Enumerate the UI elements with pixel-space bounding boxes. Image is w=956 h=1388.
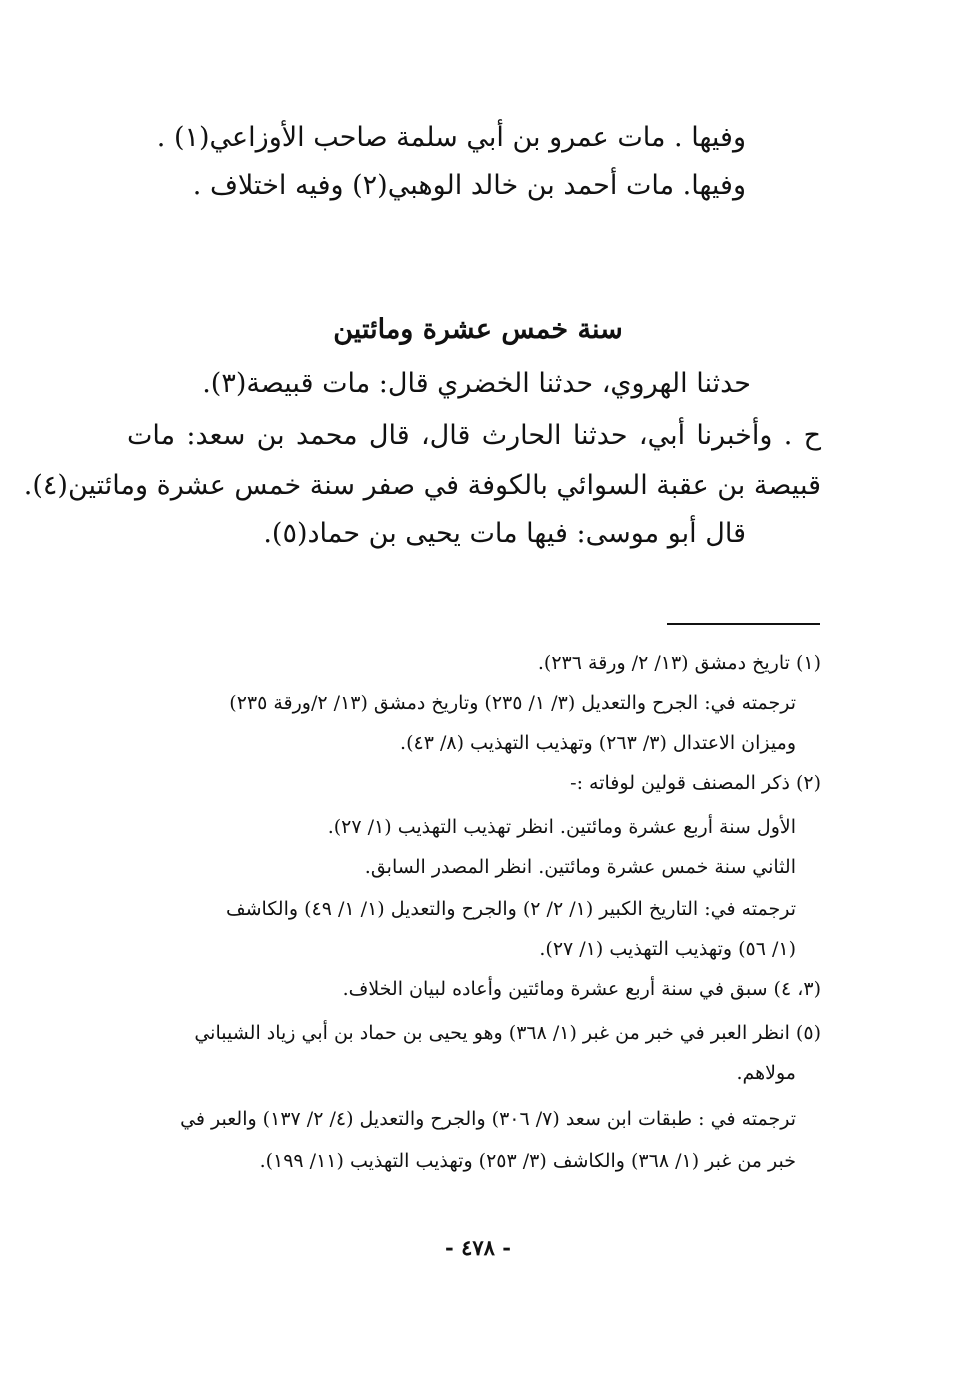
footnote-line-7: ترجمته في: التاريخ الكبير (١/ ٢/ ٢) والجرح والتعديل (١/ ١/ ٤٩) والكاشف [225,898,796,920]
footnote-separator [667,623,820,625]
footnote-line-1: (١) تاريخ دمشق (١٣/ ٢/ ورقة ٢٣٦). [537,652,821,674]
footnote-line-3: وميزان الاعتدال (٣/ ٢٦٣) وتهذيب التهذيب (٨/ ٤٣). [400,732,796,754]
body-line-2: وفيها. مات أحمد بن خالد الوهبي(٢) وفيه اختلاف . [192,170,746,201]
footnote-line-8: (١/ ٥٦) وتهذيب التهذيب (١/ ٢٧). [539,938,796,960]
footnote-line-5: الأول سنة أربع عشرة ومائتين. انظر تهذيب التهذيب (١/ ٢٧). [327,816,796,838]
body-line-4: ح . وأخبرنا أبي، حدثنا الحارث قال، قال محمد بن سعد: مات [127,420,821,451]
body-line-5: قبيصة بن عقبة السوائي بالكوفة في صفر سنة خمس عشرة ومائتين(٤). [23,470,821,501]
page-number: - ٤٧٨ - [445,1235,511,1260]
footnote-line-10: (٥) انظر العبر في خبر من غبر (١/ ٣٦٨) وهو يحيى بن حماد بن أبي زياد الشيباني [194,1022,821,1044]
footnote-line-6: الثاني سنة خمس عشرة ومائتين. انظر المصدر السابق. [364,856,796,878]
body-line-1: وفيها . مات عمرو بن أبي سلمة صاحب الأوزاعي(١) . [156,122,746,153]
footnote-line-9: (٣، ٤) سبق في سنة أربع عشرة ومائتين وأعاده لبيان الخلاف. [342,978,821,1000]
footnote-line-4: (٢) ذكر المصنف قولين لوفاته :- [570,772,821,794]
footnote-line-2: ترجمته في: الجرح والتعديل (٣/ ١/ ٢٣٥) وتاريخ دمشق (١٣/ ٢/ورقة ٢٣٥) [229,692,796,714]
footnote-line-12: ترجمته في : طبقات ابن سعد (٧/ ٣٠٦) والجرح والتعديل (٤/ ٢/ ١٣٧) والعبر في [180,1108,796,1130]
body-line-6: قال أبو موسى: فيها مات يحيى بن حماد(٥). [263,518,746,549]
footnote-line-11: مولاهم. [736,1062,796,1084]
section-heading: سنة خمس عشرة ومائتين [333,314,623,345]
body-line-3: حدثنا الهروي، حدثنا الخضري قال: مات قبيصة(٣). [202,368,751,399]
footnote-line-13: خبر من غبر (١/ ٣٦٨) والكاشف (٣/ ٢٥٣) وتهذيب التهذيب (١١/ ١٩٩). [259,1150,796,1172]
